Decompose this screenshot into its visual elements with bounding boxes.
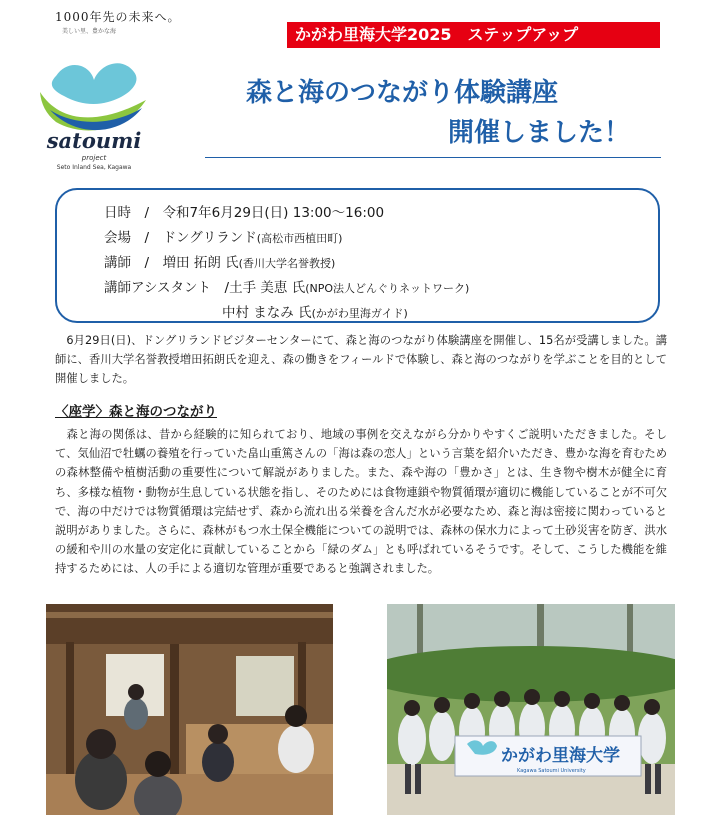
satoumi-logo-icon <box>38 50 150 140</box>
info-venue-row <box>104 226 342 246</box>
assistant-label: 講師アシスタント / <box>104 280 230 296</box>
assistant2-note: (かがわ里海ガイド) <box>311 307 408 320</box>
group-photo <box>387 604 675 815</box>
lecture-photo <box>46 604 333 815</box>
assistant2-value: 中村 まなみ 氏 <box>222 305 312 321</box>
info-assistant-row <box>104 276 469 296</box>
lecturer-label: 講師 / <box>104 255 163 271</box>
lecturer-note: (香川大学名誉教授) <box>238 257 336 270</box>
banner-text: かがわ里海大学 <box>501 746 620 766</box>
page-subtitle: 開催しました！ <box>448 118 631 148</box>
date-value: 令和7年6月29日(日) 13:00～16:00 <box>162 205 385 221</box>
logo-wordmark: satoumi <box>46 128 142 153</box>
section-paragraph: 森と海の関係は、昔から経験的に知られており、地域の事例を交えながら分かりやすくご説明いただきました。そして、気仙沼で牡蠣の養殖を行っていた畠山重篤さんの「海は森の恋人」という言葉を紹介いただき、豊かな海を育むための森林整備や植樹活動の重要性について解説がありました。また、森や海の「豊かさ」とは、生き物や樹木が健全に育ち、多様な植物・動物が生息している状態を指し、そのためには食物連鎖や物質循環が適切に機能していることが不可欠で、海の中だけでは物質循環は完結せず、森から流れ出る栄養を含んだ水が必要なため、森と海は密接に関わっていると説明がありました。さらに、森林がもつ水土保全機能についての説明では、森林の保水力によって土砂災害を防ぎ、洪水の緩和や川の水量の安定化に貢献していることから「緑のダム」とも呼ばれているそうです。そして、こうした機能を維持するためには、人の手による適切な管理が重要であると強調されました。 <box>55 428 667 576</box>
course-badge: かがわ里海大学2025 ステップアップ <box>287 22 660 48</box>
info-assistant2-row <box>222 301 408 321</box>
page-title: 森と海のつながり体験講座 <box>246 78 559 108</box>
intro-paragraph: 6月29日(日)、ドングリランドビジターセンターにて、森と海のつながり体験講座を開催し、15名が受講しました。講師に、香川大学名誉教授増田拓朗氏を迎え、森の働きをフィールドで体験し、森と海のつながりを学ぶことを目的として開催しました。 <box>55 334 667 386</box>
date-label: 日時 / <box>104 205 163 221</box>
venue-value: ドングリランド <box>162 230 257 246</box>
lecturer-value: 増田 拓朗 氏 <box>162 255 239 271</box>
assistant1-note: (NPO法人どんぐりネットワーク) <box>305 282 470 295</box>
venue-label: 会場 / <box>104 230 163 246</box>
banner-subtext: Kagawa Satoumi University <box>517 768 586 774</box>
info-date-row <box>104 201 384 221</box>
section-heading: 〈座学〉森と海のつながり <box>55 404 217 420</box>
logo-project-label: project <box>81 154 107 162</box>
logo-subtagline: 美しい里、豊かな海 <box>62 28 117 35</box>
info-lecturer-row <box>104 251 335 271</box>
title-divider <box>205 157 661 158</box>
logo-region-label: Seto Inland Sea, Kagawa <box>56 164 132 171</box>
assistant1-value: 土手 美恵 氏 <box>229 280 306 296</box>
logo-tagline: 1000年先の未来へ。 <box>55 10 181 24</box>
venue-note: (高松市西植田町) <box>256 232 343 245</box>
